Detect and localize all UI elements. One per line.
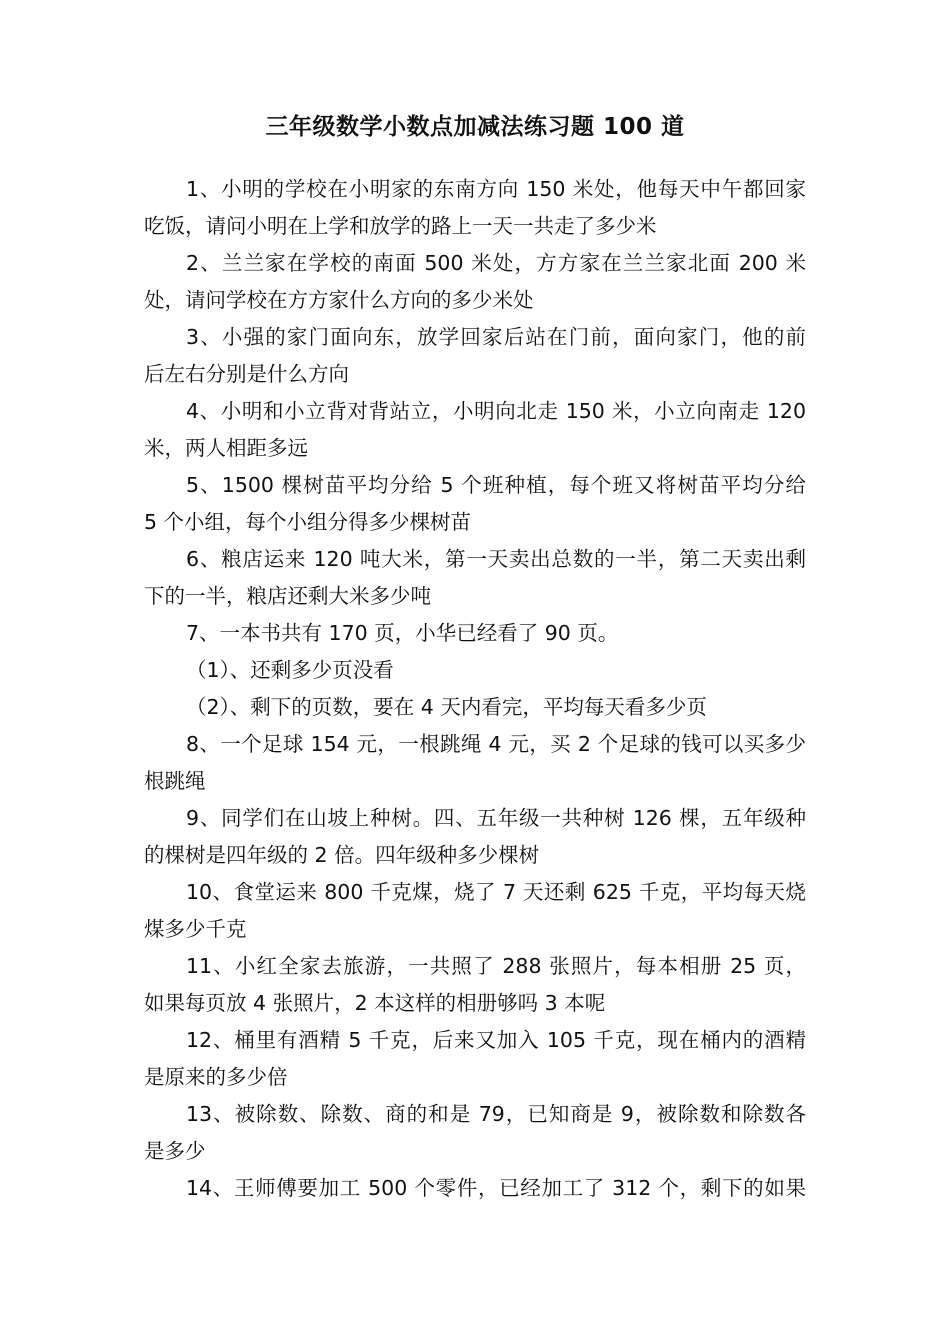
text-line: 9、同学们在山坡上种树。四、五年级一共种树 126 棵，五年级种 <box>186 806 806 830</box>
text-line: 7、一本书共有 170 页，小华已经看了 90 页。 <box>186 621 619 645</box>
text-line: 8、一个足球 154 元，一根跳绳 4 元，买 2 个足球的钱可以买多少 <box>186 732 806 756</box>
text-line: 吃饭，请问小明在上学和放学的路上一天一共走了多少米 <box>144 214 657 238</box>
text-line: 根跳绳 <box>144 769 206 793</box>
text-line: 是多少 <box>144 1139 206 1163</box>
text-line: 10、食堂运来 800 千克煤，烧了 7 天还剩 625 千克，平均每天烧 <box>186 880 806 904</box>
text-line: 2、兰兰家在学校的南面 500 米处，方方家在兰兰家北面 200 米 <box>186 251 806 275</box>
text-line: 3、小强的家门面向东，放学回家后站在门前，面向家门，他的前 <box>186 325 806 349</box>
text-line: 1、小明的学校在小明家的东南方向 150 米处，他每天中午都回家 <box>186 177 806 201</box>
text-line: 煤多少千克 <box>144 917 247 941</box>
text-line: 14、王师傅要加工 500 个零件，已经加工了 312 个，剩下的如果 <box>186 1176 806 1200</box>
text-line: 是原来的多少倍 <box>144 1065 288 1089</box>
page-title: 三年级数学小数点加减法练习题 100 道 <box>265 114 685 140</box>
text-line: 4、小明和小立背对背站立，小明向北走 150 米，小立向南走 120 <box>186 399 806 423</box>
text-line: 的棵树是四年级的 2 倍。四年级种多少棵树 <box>144 843 540 867</box>
problem-list <box>144 171 806 1207</box>
text-line: 后左右分别是什么方向 <box>144 362 349 386</box>
text-line: 11、小红全家去旅游，一共照了 288 张照片，每本相册 25 页， <box>186 954 806 978</box>
text-line: （2）、剩下的页数，要在 4 天内看完，平均每天看多少页 <box>186 695 707 719</box>
text-line: 5、1500 棵树苗平均分给 5 个班种植，每个班又将树苗平均分给 <box>186 473 806 497</box>
text-line: 13、被除数、除数、商的和是 79，已知商是 9，被除数和除数各 <box>186 1102 806 1126</box>
text-line: 米，两人相距多远 <box>144 436 308 460</box>
text-line: 处，请问学校在方方家什么方向的多少米处 <box>144 288 534 312</box>
text-line: 下的一半，粮店还剩大米多少吨 <box>144 584 431 608</box>
text-line: 如果每页放 4 张照片，2 本这样的相册够吗 3 本呢 <box>144 991 606 1015</box>
text-line: 5 个小组，每个小组分得多少棵树苗 <box>144 510 472 534</box>
text-line: 12、桶里有酒精 5 千克，后来又加入 105 千克，现在桶内的酒精 <box>186 1028 806 1052</box>
text-line: （1）、还剩多少页没看 <box>186 658 394 682</box>
text-line: 6、粮店运来 120 吨大米，第一天卖出总数的一半，第二天卖出剩 <box>186 547 806 571</box>
